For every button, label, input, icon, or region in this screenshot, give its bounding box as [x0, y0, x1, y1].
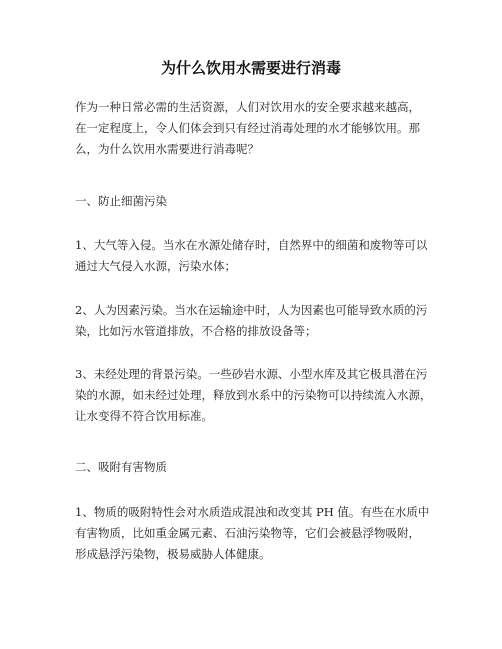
section1-item-3-line-2: 染的水源，如未经过处理，释放到水系中的污染物可以持续流入水源，: [75, 388, 432, 402]
section1-item-2-line-1: 2、人为因素污染。当水在运输途中时，人为因素也可能导致水质的污: [75, 303, 428, 317]
section1-item-3-line-1: 3、未经处理的背景污染。一些砂岩水源、小型水库及其它极具潜在污: [75, 367, 428, 381]
intro-line-1: 作为一种日常必需的生活资源，人们对饮用水的安全要求越来越高，: [75, 100, 420, 114]
section1-item-2: [75, 300, 435, 342]
section1-item-3-line-3: 让水变得不符合饮用标准。: [75, 409, 213, 423]
section1-item-1: [75, 235, 435, 277]
intro-paragraph: [75, 97, 435, 160]
section2-item-1-line-1: 1、物质的吸附特性会对水质造成混浊和改变其 PH 值。有些在水质中: [75, 505, 430, 519]
section1-item-1-line-1: 1、大气等入侵。当水在水源处储存时，自然界中的细菌和废物等可以: [75, 238, 428, 252]
section2-item-1-line-3: 形成悬浮污染物，极易威胁人体健康。: [75, 547, 271, 561]
intro-line-3: 么，为什么饮用水需要进行消毒呢？: [75, 142, 259, 156]
section2-item-1-line-2: 有害物质，比如重金属元素、石油污染物等，它们会被悬浮物吸附，: [75, 526, 420, 540]
section1-heading-text: 一、防止细菌污染: [75, 194, 167, 208]
document-title: 为什么饮用水需要进行消毒: [160, 59, 341, 77]
section2-heading: [75, 457, 435, 478]
section1-heading: [75, 191, 435, 212]
section1-item-1-line-2: 通过大气侵入水源，污染水体；: [75, 259, 236, 273]
section2-heading-text: 二、吸附有害物质: [75, 460, 167, 474]
section1-item-3: [75, 364, 435, 427]
intro-line-2: 在一定程度上，令人们体会到只有经过消毒处理的水才能够饮用。那: [75, 121, 420, 135]
section2-item-1: [75, 502, 435, 565]
section1-item-2-line-2: 染，比如污水管道排放，不合格的排放设备等；: [75, 324, 317, 338]
